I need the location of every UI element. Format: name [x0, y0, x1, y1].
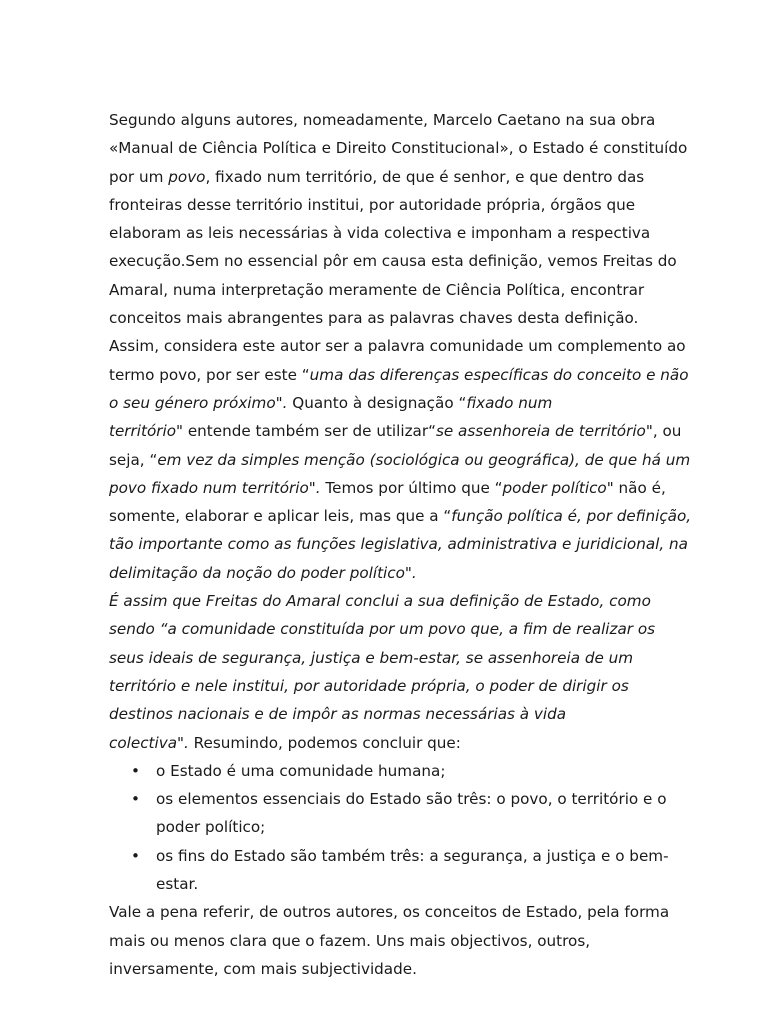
italic-segment: fixado num — [466, 393, 553, 412]
list-item-text: • os fins do Estado são também três: a segurança, a justiça e o bem- — [156, 846, 669, 865]
text-line — [109, 389, 709, 417]
text-segment: seja, “ — [109, 450, 158, 469]
text-segment: termo povo, por ser este “ — [109, 365, 310, 384]
document-body — [109, 106, 709, 983]
text-line: Assim, considera este autor ser a palavra comunidade um complemento ao — [109, 337, 686, 356]
text-line — [109, 417, 709, 445]
list-item-text: estar. — [156, 875, 199, 894]
italic-segment: se assenhoreia de território" — [435, 422, 653, 441]
text-line: execução.Sem no essencial pôr em causa esta definição, vemos Freitas do — [109, 252, 677, 271]
list-item — [109, 757, 709, 785]
italic-segment: território" — [109, 422, 183, 441]
text-line — [109, 474, 709, 502]
text-line: Vale a pena referir, de outros autores, os conceitos de Estado, pela forma — [109, 903, 670, 922]
italic-segment: poder político" — [502, 478, 614, 497]
text-line — [109, 502, 709, 530]
text-segment: , fixado num território, de que é senhor, e que dentro das — [205, 167, 645, 186]
text-line: sendo “a comunidade constituída por um povo que, a fim de realizar os — [109, 620, 656, 639]
italic-segment: colectiva". — [109, 733, 189, 752]
list-item-text: poder político; — [156, 818, 266, 837]
text-line: «Manual de Ciência Política e Direito Constitucional», o Estado é constituído — [109, 139, 688, 158]
text-segment: por um — [109, 167, 169, 186]
text-line: elaboram as leis necessárias à vida colectiva e imponham a respectiva — [109, 224, 651, 243]
text-line: fronteiras desse território institui, por autoridade própria, órgãos que — [109, 195, 636, 214]
text-line: É assim que Freitas do Amaral conclui a sua definição de Estado, como — [109, 592, 651, 611]
text-line: conceitos mais abrangentes para as palavras chaves desta definição. — [109, 309, 639, 328]
bullet-list — [109, 757, 709, 898]
text-line: destinos nacionais e de impôr as normas necessárias à vida — [109, 705, 567, 724]
list-item-text: • os elementos essenciais do Estado são três: o povo, o território e o — [156, 790, 667, 809]
italic-segment: o seu género próximo". — [109, 393, 288, 412]
text-segment: entende também ser de utilizar“ — [183, 422, 436, 441]
italic-segment: em vez da simples menção (sociológica ou geográfica), de que há um — [157, 450, 691, 469]
text-line: inversamente, com mais subjectividade. — [109, 959, 417, 978]
text-line — [109, 361, 709, 389]
text-line — [109, 446, 709, 474]
text-segment: somente, elaborar e aplicar leis, mas que a “ — [109, 507, 452, 526]
text-segment: não é, — [613, 478, 666, 497]
text-line — [109, 729, 709, 757]
text-segment: Quanto à designação “ — [287, 393, 467, 412]
italic-segment: função política é, por definição, — [451, 507, 692, 526]
text-segment: Temos por último que “ — [320, 478, 503, 497]
text-line — [109, 163, 709, 191]
text-line: Amaral, numa interpretação meramente de Ciência Política, encontrar — [109, 280, 645, 299]
list-item-text: o Estado é uma comunidade humana; — [156, 761, 446, 780]
italic-segment: povo — [168, 167, 206, 186]
text-line: mais ou menos clara que o fazem. Uns mais objectivos, outros, — [109, 931, 591, 950]
text-segment: , ou — [652, 422, 682, 441]
italic-segment: povo fixado num território". — [109, 478, 321, 497]
text-line: delimitação da noção do poder político". — [109, 563, 417, 582]
text-line: seus ideais de segurança, justiça e bem-estar, se assenhoreia de um — [109, 648, 634, 667]
text-line: Segundo alguns autores, nomeadamente, Marcelo Caetano na sua obra — [109, 111, 656, 129]
text-line: tão importante como as funções legislativa, administrativa e juridicional, na — [109, 535, 688, 554]
text-segment: Resumindo, podemos concluir que: — [188, 733, 461, 752]
italic-segment: uma das diferenças específicas do conceito e não — [309, 365, 689, 384]
list-item — [109, 785, 709, 842]
list-item — [109, 842, 709, 899]
text-line: território e nele institui, por autoridade própria, o poder de dirigir os — [109, 676, 629, 695]
